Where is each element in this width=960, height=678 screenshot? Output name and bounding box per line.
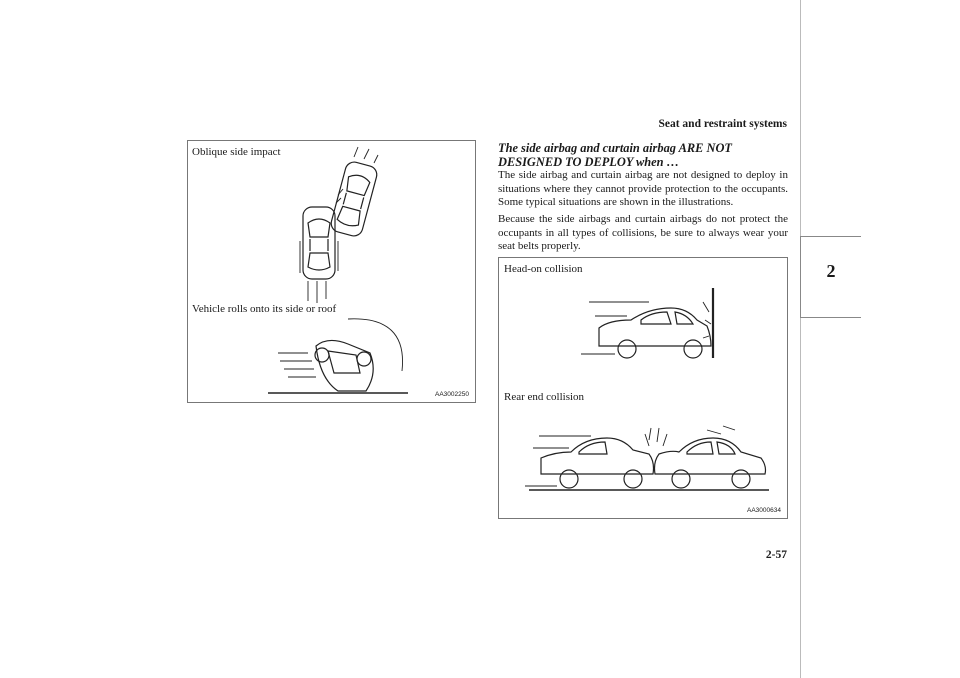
caption-oblique-side-impact: Oblique side impact — [192, 146, 281, 158]
car-top-view-2-icon — [329, 160, 379, 238]
running-header: Seat and restraint systems — [658, 118, 787, 130]
front-car-icon — [655, 438, 766, 488]
caption-rollover: Vehicle rolls onto its side or roof — [192, 303, 337, 315]
figure-code: AA3000634 — [747, 507, 781, 514]
chapter-tab — [800, 236, 861, 318]
figure-head-on-rear-end — [498, 257, 788, 519]
rear-car-icon — [541, 438, 654, 488]
head-on-car-icon — [599, 308, 711, 358]
caption-head-on: Head-on collision — [504, 263, 583, 275]
oblique-impact-illustration — [188, 141, 475, 402]
figure-code: AA3002250 — [435, 391, 469, 398]
heading-line-1: The side airbag and curtain airbag ARE NOT — [498, 141, 732, 155]
car-top-view-1-icon — [303, 207, 335, 279]
heading-line-2: DESIGNED TO DEPLOY when … — [498, 155, 680, 169]
figure-side-impact-rollover — [187, 140, 476, 403]
chapter-tab-number: 2 — [826, 261, 836, 281]
caption-rear-end: Rear end collision — [504, 391, 585, 403]
paragraph-2: Because the side airbags and curtain airbags do not protect the occupants in all types of collisions, be sure to always wear your seat belts properly. — [498, 213, 788, 252]
page-number: 2-57 — [765, 549, 787, 561]
chapter-tab-rule — [800, 0, 801, 678]
section-heading — [498, 141, 788, 169]
collision-illustration — [499, 258, 787, 518]
paragraph-1: The side airbag and curtain airbag are not designed to deploy in situations where they cannot provide protection to the occupants. Some typical situations are shown in the illustrations. — [498, 169, 788, 208]
rollover-car-icon — [268, 319, 408, 393]
